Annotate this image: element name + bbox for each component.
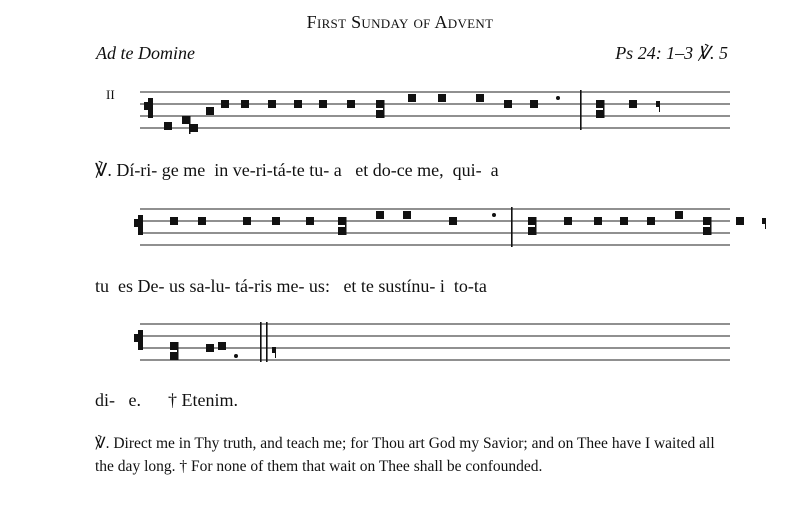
punctum-note	[675, 211, 683, 219]
punctum-note	[241, 100, 249, 108]
custos-tail	[765, 219, 766, 229]
punctum-note	[403, 211, 411, 219]
punctum-note	[647, 217, 655, 225]
pes-upper	[170, 342, 178, 350]
punctum-note	[206, 107, 214, 115]
lyrics-line-2: tu es De- us sa-lu- tá-ris me- us: et te sustínu- i to-ta	[95, 276, 487, 296]
pes-upper	[338, 217, 346, 225]
pes-upper	[703, 217, 711, 225]
pes-lower	[528, 227, 536, 235]
chant-staff-1	[90, 86, 730, 141]
clef-head	[134, 334, 142, 342]
punctum-note	[530, 100, 538, 108]
punctum-note	[629, 100, 637, 108]
punctum-note	[190, 124, 198, 132]
pes-stem	[177, 342, 179, 360]
mode-number: II	[106, 87, 115, 102]
full-bar	[580, 90, 582, 130]
pes-upper	[376, 100, 384, 108]
lyrics-line-1: ℣. Dí-ri- ge me in ve-ri-tá-te tu- a et do-ce me, qui- a	[95, 160, 499, 180]
full-bar	[511, 207, 513, 247]
punctum-note	[294, 100, 302, 108]
translation-paragraph: ℣. Direct me in Thy truth, and teach me; for Thou art God my Savior; and on Thee have I waited all the day long. † For none of them that wait on Thee shall be confounded.	[95, 435, 715, 475]
pes-stem	[710, 217, 712, 235]
pes-stem	[603, 100, 605, 118]
punctum-note	[736, 217, 744, 225]
mora-dot	[556, 96, 560, 100]
chant-incipit: Ad te Domine	[96, 43, 195, 63]
punctum-note	[376, 211, 384, 219]
pes-stem	[535, 217, 537, 235]
clef-head	[144, 102, 152, 110]
punctum-note	[620, 217, 628, 225]
mora-dot	[492, 213, 496, 217]
pes-stem	[345, 217, 347, 235]
punctum-note	[594, 217, 602, 225]
double-bar-left	[260, 322, 262, 362]
psalm-reference: Ps 24: 1–3 ℣. 5	[615, 43, 728, 63]
punctum-note	[408, 94, 416, 102]
punctum-note	[438, 94, 446, 102]
pes-lower	[338, 227, 346, 235]
clef-head	[134, 219, 142, 227]
punctum-note	[243, 217, 251, 225]
pes-lower	[596, 110, 604, 118]
punctum-note	[198, 217, 206, 225]
chant-staff-2	[90, 203, 730, 258]
translation-text	[95, 433, 735, 478]
pes-lower	[703, 227, 711, 235]
pes-stem	[383, 100, 385, 118]
punctum-note	[319, 100, 327, 108]
punctum-note	[164, 122, 172, 130]
punctum-note	[347, 100, 355, 108]
punctum-note	[306, 217, 314, 225]
punctum-note	[504, 100, 512, 108]
lyrics-line-3: di- e. † Etenim.	[95, 390, 238, 410]
pes-lower	[376, 110, 384, 118]
punctum-note	[221, 100, 229, 108]
punctum-note	[564, 217, 572, 225]
custos-tail	[275, 348, 276, 358]
punctum-note	[170, 217, 178, 225]
page-title: First Sunday of Advent	[306, 12, 494, 32]
custos-tail	[659, 102, 660, 112]
punctum-note	[206, 344, 214, 352]
virga-note	[182, 116, 190, 124]
chant-staff-3	[90, 318, 730, 373]
pes-lower	[170, 352, 178, 360]
punctum-note	[272, 217, 280, 225]
double-bar-right	[266, 322, 268, 362]
punctum-note	[218, 342, 226, 350]
pes-upper	[528, 217, 536, 225]
punctum-note	[449, 217, 457, 225]
punctum-note	[476, 94, 484, 102]
pes-upper	[596, 100, 604, 108]
punctum-note	[268, 100, 276, 108]
mora-dot	[234, 354, 238, 358]
